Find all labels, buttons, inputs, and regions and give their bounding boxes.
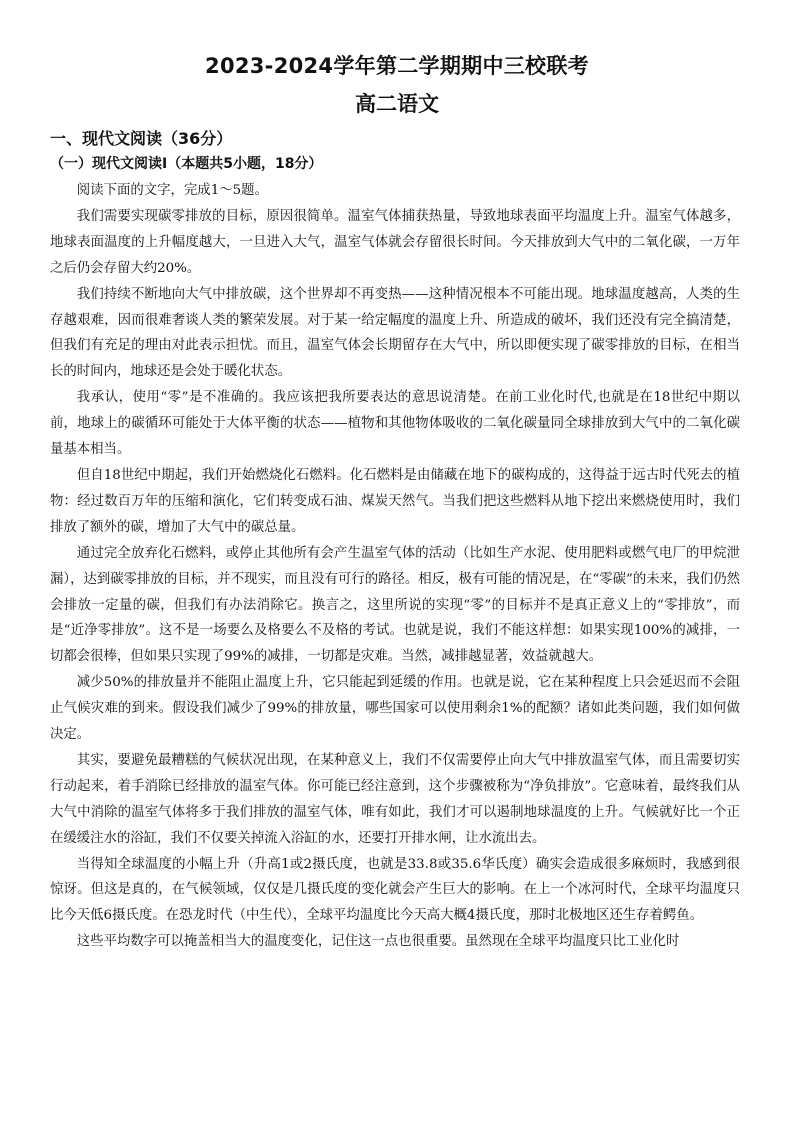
exam-title: 2023-2024学年第二学期期中三校联考 — [205, 54, 589, 78]
paragraph-4: 但自18世纪中期起，我们开始燃烧化石燃料。化石燃料是由储藏在地下的碳构成的，这得益于远古时代死去的植物：经过数百万年的压缩和演化，它们转变成石油、煤炭天然气。当我们把这些燃料从地下挖出来燃烧使用时，我们排放了额外的碳，增加了大气中的碳总量。 — [50, 467, 740, 535]
subject-title: 高二语文 — [355, 92, 439, 116]
paragraph-8: 当得知全球温度的小幅上升（升高1或2摄氏度，也就是33.8或35.6华氏度）确实会造成很多麻烦时，我感到很惊讶。但这是真的，在气候领域，仅仅是几摄氏度的变化就会产生巨大的影响。在上一个冰河时代，全球平均温度只比今天低6摄氏度。在恐龙时代（中生代），全球平均温度比今天高大概4摄氏度，那时北极地区还生存着鳄鱼。 — [50, 856, 740, 924]
paragraph-6: 减少50%的排放量并不能阻止温度上升，它只能起到延缓的作用。也就是说，它在某种程度上只会延迟而不会阻止气候灾难的到来。假设我们减少了99%的排放量，哪些国家可以使用剩余1%的配额？诸如此类问题，我们如何做决定。 — [50, 675, 740, 743]
reading-passage — [50, 178, 740, 955]
paragraph-3: 我承认，使用“零”是不准确的。我应该把我所要表达的意思说清楚。在前工业化时代,也就是在18世纪中期以前，地球上的碳循环可能处于大体平衡的状态——植物和其他物体吸收的二氧化碳量同全球排放到大气中的二氧化碳量基本相当。 — [50, 390, 740, 458]
paragraph-7: 其实，要避免最糟糕的气候状况出现，在某种意义上，我们不仅需要停止向大气中排放温室气体，而且需要切实行动起来，着手消除已经排放的温室气体。你可能已经注意到，这个步骤被称为“净负排放”。它意味着，最终我们从大气中消除的温室气体将多于我们排放的温室气体，唯有如此，我们才可以遏制地球温度的上升。气候就好比一个正在缓缓注水的浴缸，我们不仅要关掉流入浴缸的水，还要打开排水闸，让水流出去。 — [50, 752, 740, 846]
paragraph-9: 这些平均数字可以掩盖相当大的温度变化，记住这一点也很重要。虽然现在全球平均温度只比工业化时 — [76, 934, 680, 950]
subsection-heading: （一）现代文阅读Ⅰ（本题共5小题，18分） — [50, 156, 323, 172]
section-heading: 一、现代文阅读（36分） — [50, 129, 233, 148]
paragraph-5: 通过完全放弃化石燃料，或停止其他所有会产生温室气体的活动（比如生产水泥、使用肥料或燃气电厂的甲烷泄漏），达到碳零排放的目标，并不现实，而且没有可行的路径。相反，极有可能的情况是，在“零碳”的未来，我们仍然会排放一定量的碳，但我们有办法消除它。换言之，这里所说的实现“零”的目标并不是真正意义上的“零排放”，而是“近净零排放”。这不是一场要么及格要么不及格的考试。也就是说，我们不能这样想：如果实现100%的减排，一切都会很棒，但如果只实现了99%的减排，一切都是灾难。当然，减排越显著，效益就越大。 — [50, 545, 740, 665]
paragraph-2: 我们持续不断地向大气中排放碳，这个世界却不再变热——这种情况根本不可能出现。地球温度越高，人类的生存越艰难，因而很难奢谈人类的繁荣发展。对于某一给定幅度的温度上升、所造成的破坏，我们还没有完全搞清楚，但我们有充足的理由对此表示担忧。而且，温室气体会长期留存在大气中，所以即便实现了碳零排放的目标，在相当长的时间内，地球还是会处于暖化状态。 — [50, 286, 740, 380]
instruction-text: 阅读下面的文字，完成1～5题。 — [76, 183, 268, 198]
paragraph-1: 我们需要实现碳零排放的目标，原因很简单。温室气体捕获热量，导致地球表面平均温度上升。温室气体越多，地球表面温度的上升幅度越大，一旦进入大气，温室气体就会存留很长时间。今天排放到大气中的二氧化碳，一万年之后仍会存留大约20%。 — [50, 208, 740, 276]
